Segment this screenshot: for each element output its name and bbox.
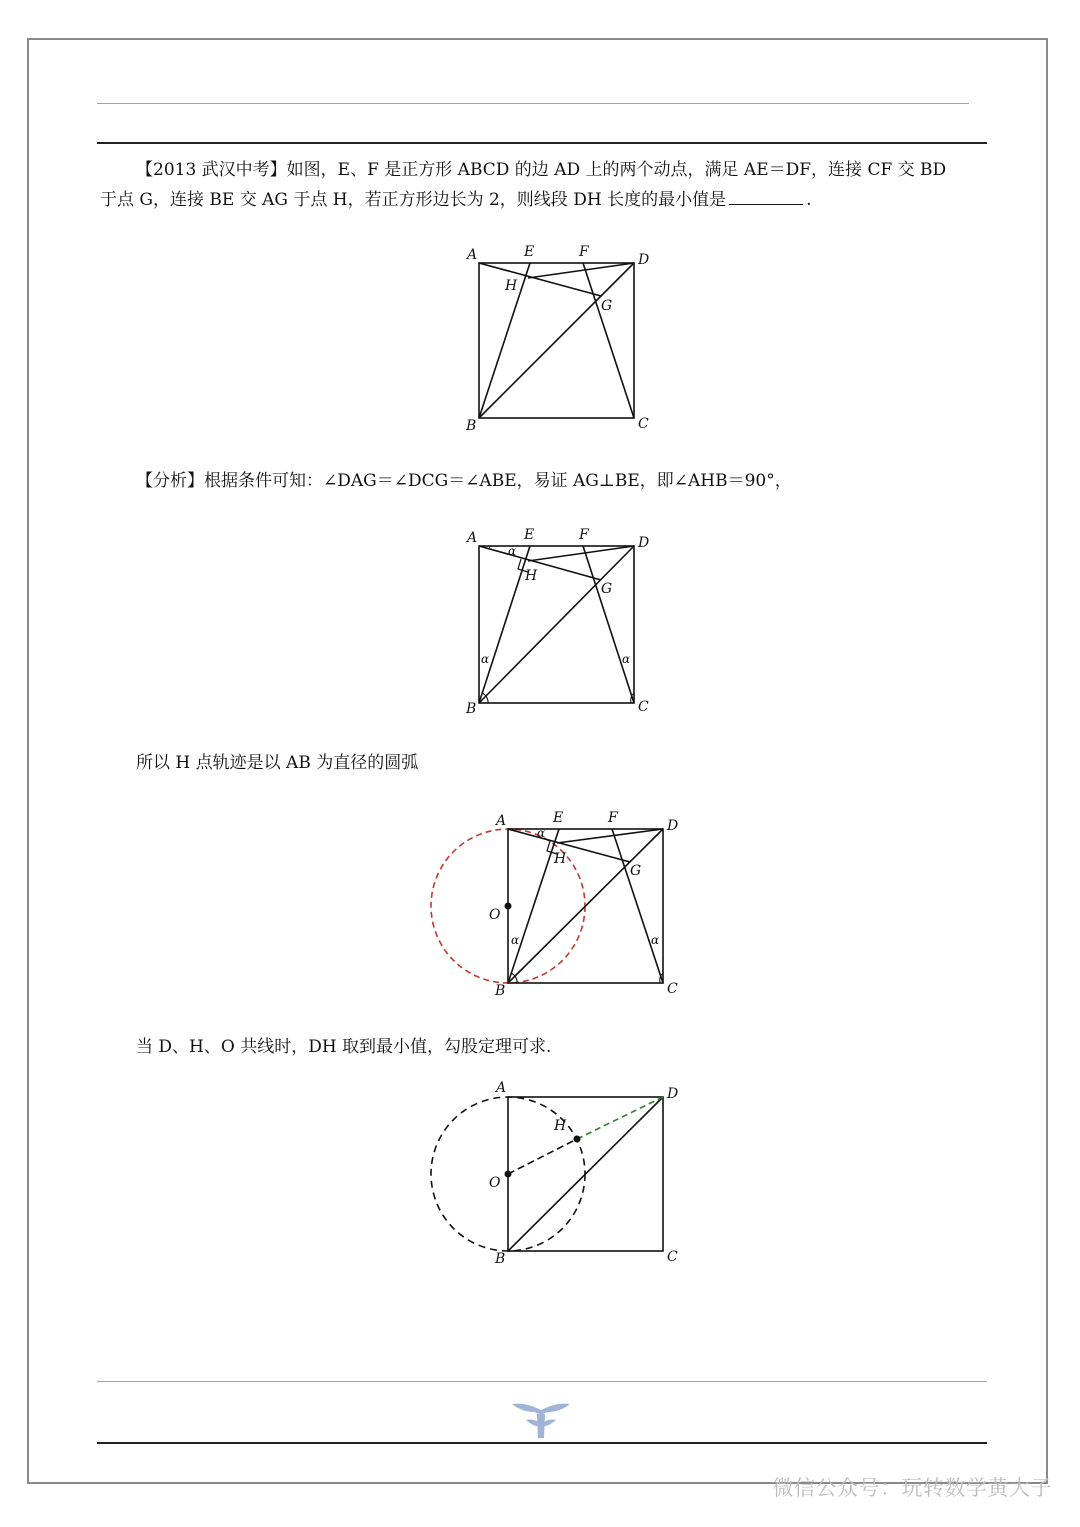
fig3-label-f: F bbox=[608, 810, 618, 826]
fig4-segment-bd bbox=[508, 1097, 663, 1251]
fig4-point-o bbox=[505, 1171, 512, 1178]
fig2-segment-be bbox=[479, 546, 530, 703]
footer-black-rule bbox=[97, 1442, 987, 1444]
problem-line-2-text: 于点 G，连接 BE 交 AG 于点 H，若正方形边长为 2，则线段 DH 长度的最小值是 bbox=[100, 190, 727, 210]
fig4-label-b: B bbox=[495, 1251, 506, 1267]
fig4-label-c: C bbox=[667, 1249, 678, 1265]
figure-3-locus-circle bbox=[420, 805, 700, 1005]
fig1-label-a: A bbox=[467, 247, 478, 263]
fig3-alpha-c: α bbox=[651, 933, 660, 947]
fig2-alpha-b: α bbox=[481, 652, 490, 666]
fig3-label-e: E bbox=[553, 810, 564, 826]
fig3-label-a: A bbox=[496, 813, 507, 829]
fig1-label-b: B bbox=[466, 418, 477, 434]
fig1-segment-cf bbox=[583, 263, 634, 418]
fig2-label-f: F bbox=[579, 527, 589, 543]
fig4-label-h: H bbox=[554, 1118, 567, 1134]
footer-logo-icon bbox=[510, 1400, 572, 1440]
collinear-text: 当 D、H、O 共线时，DH 取到最小值，勾股定理可求. bbox=[136, 1037, 552, 1057]
fig1-label-h: H bbox=[505, 278, 518, 294]
fig4-segment-hd bbox=[577, 1097, 663, 1139]
figure-1-square bbox=[460, 240, 660, 440]
fig3-segment-ag bbox=[508, 829, 630, 862]
fig1-label-g: G bbox=[601, 298, 613, 314]
fig2-label-d: D bbox=[638, 535, 650, 551]
fig2-label-b: B bbox=[466, 701, 477, 717]
header-blue-rule bbox=[97, 103, 969, 104]
watermark-text: 微信公众号：玩转数学黄大子 bbox=[772, 1476, 1052, 1500]
fig2-label-c: C bbox=[638, 699, 649, 715]
fig4-point-h bbox=[574, 1136, 581, 1143]
fig3-point-o bbox=[505, 903, 512, 910]
figure-4-min-distance bbox=[420, 1075, 700, 1275]
fig4-label-o: O bbox=[489, 1175, 501, 1191]
analysis-text: 【分析】根据条件可知：∠DAG＝∠DCG＝∠ABE，易证 AG⊥BE，即∠AHB＝90°， bbox=[136, 471, 792, 491]
fig3-segment-bd bbox=[508, 829, 663, 983]
fig2-alpha-c: α bbox=[622, 652, 631, 666]
fig2-label-a: A bbox=[467, 530, 478, 546]
fig4-label-a: A bbox=[496, 1080, 507, 1096]
fig1-segment-bd bbox=[479, 263, 634, 418]
fig4-label-d: D bbox=[667, 1086, 679, 1102]
fig1-segment-ag bbox=[479, 263, 601, 296]
fig2-label-h: H bbox=[525, 568, 538, 584]
fig3-label-b: B bbox=[495, 983, 506, 999]
fig2-alpha-a: α bbox=[508, 544, 517, 558]
problem-statement bbox=[100, 155, 990, 215]
fig3-label-c: C bbox=[667, 981, 678, 997]
header-black-rule bbox=[97, 142, 987, 144]
problem-line-1: 【2013 武汉中考】如图，E、F 是正方形 ABCD 的边 AD 上的两个动点，满足 AE＝DF，连接 CF 交 BD bbox=[136, 160, 947, 180]
fig3-label-h: H bbox=[554, 851, 567, 867]
fig1-label-e: E bbox=[524, 244, 535, 260]
fig1-segment-hd bbox=[528, 263, 634, 278]
fig1-label-c: C bbox=[638, 416, 649, 432]
fig2-segment-hd bbox=[528, 546, 634, 561]
fig3-segment-hd bbox=[557, 829, 663, 843]
fig1-label-d: D bbox=[638, 252, 650, 268]
fig2-segment-bd bbox=[479, 546, 634, 703]
footer-blue-rule bbox=[97, 1381, 987, 1382]
fig3-label-o: O bbox=[489, 907, 501, 923]
locus-text: 所以 H 点轨迹是以 AB 为直径的圆弧 bbox=[136, 753, 419, 773]
answer-blank bbox=[729, 186, 803, 205]
fig3-label-g: G bbox=[630, 863, 642, 879]
fig3-label-d: D bbox=[667, 818, 679, 834]
fig4-segment-oh bbox=[508, 1139, 577, 1174]
figure-2-angles bbox=[460, 522, 660, 722]
fig3-alpha-b: α bbox=[511, 933, 520, 947]
fig3-segment-cf bbox=[612, 829, 663, 983]
fig2-segment-cf bbox=[583, 546, 634, 703]
fig2-label-g: G bbox=[601, 581, 613, 597]
fig1-label-f: F bbox=[579, 244, 589, 260]
footer-logo-wings bbox=[512, 1404, 570, 1415]
problem-line-2-end: . bbox=[806, 190, 812, 210]
fig3-alpha-a: α bbox=[537, 826, 546, 840]
problem-line-2 bbox=[100, 185, 990, 215]
fig2-segment-ag bbox=[479, 546, 601, 580]
fig2-label-e: E bbox=[524, 527, 535, 543]
